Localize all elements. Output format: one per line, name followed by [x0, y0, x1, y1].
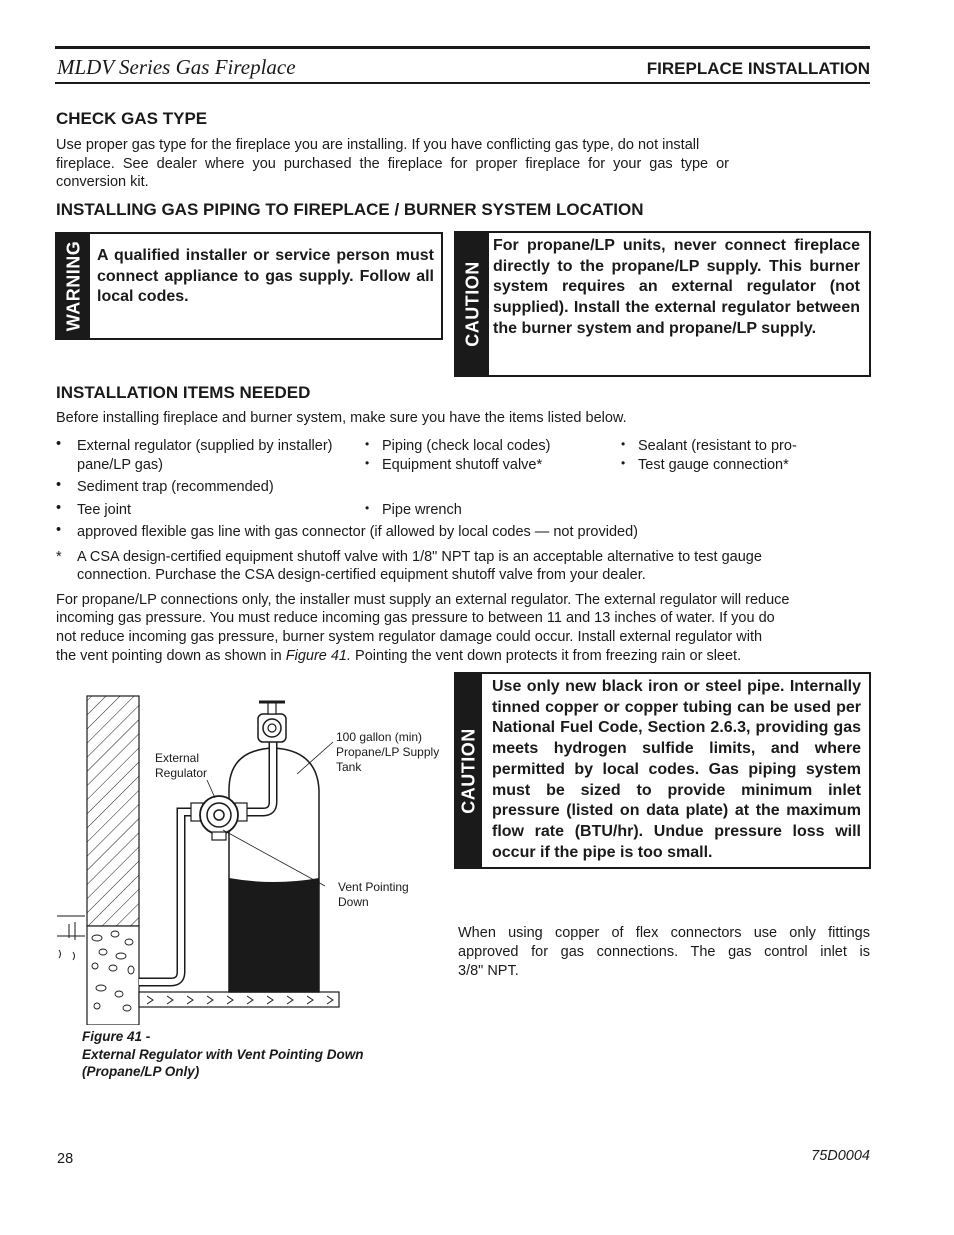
check-gas-heading: CHECK GAS TYPE: [56, 109, 208, 128]
header-top-rule: [55, 46, 870, 49]
label-vent-1: Vent Pointing: [338, 880, 409, 894]
footnote-mark: *: [56, 549, 62, 565]
propane-para-line-4: the vent pointing down as shown in Figure 41. Pointing the vent down protects it from freezing rain or sleet.: [56, 648, 742, 664]
footnote-line-1: A CSA design-certified equipment shutoff valve with 1/8" NPT tap is an acceptable alternative to test gauge: [77, 549, 762, 565]
bullet: •: [56, 436, 62, 452]
caution-tab-2: CAUTION: [456, 674, 482, 867]
item-external-regulator: External regulator (supplied by installer): [77, 438, 333, 454]
propane-para-line-3: not reduce incoming gas pressure, burner system regulator damage could occur. Install external regulator with: [56, 629, 763, 645]
check-gas-line-3: conversion kit.: [56, 174, 149, 190]
bullet: •: [621, 456, 626, 470]
label-regulator-1: External: [155, 751, 200, 765]
footnote-line-2: connection. Purchase the CSA design-certified equipment shutoff valve from your dealer.: [77, 567, 646, 583]
leader-regulator: [207, 780, 215, 798]
section-title: FIREPLACE INSTALLATION: [646, 59, 870, 78]
warning-box: [55, 232, 443, 340]
bullet: •: [56, 500, 62, 516]
wall-hatch: [87, 696, 139, 926]
figure-caption: Figure 41 - External Regulator with Vent Pointing Down (Propane/LP Only): [82, 1029, 364, 1079]
bullet: •: [365, 501, 370, 515]
items-heading: INSTALLATION ITEMS NEEDED: [56, 383, 311, 402]
item-external-regulator-cont: pane/LP gas): [77, 457, 163, 473]
figure-reference[interactable]: Figure 41.: [285, 648, 352, 664]
item-sealant: Sealant (resistant to pro-: [638, 438, 797, 454]
propane-para-line-2: incoming gas pressure. You must reduce incoming gas pressure to between 11 and 13 inches of water. If you do: [56, 610, 775, 626]
item-sediment-trap: Sediment trap (recommended): [77, 479, 274, 495]
caution-text-2: Use only new black iron or steel pipe. Internally tinned copper or copper tubing can be used per National Fuel Code, Section 2.6.3, providing gas meets hydrogen sulfide limits, and where permitted by local codes. Gas piping system must be sized to provide minimum inlet pressure (listed on data plate) at the maximum flow rate (BTU/hr). Undue pressure loss will occur if the pipe is too small.: [492, 678, 861, 861]
bullet: •: [56, 522, 62, 538]
bullet: •: [621, 437, 626, 451]
figure-41-illustration: [55, 690, 450, 1025]
copper-para-line-3: 3/8" NPT.: [458, 963, 519, 979]
tank-liquid: [229, 878, 319, 992]
label-tank-3: Tank: [336, 760, 362, 774]
copper-para-line-2: approved for gas connections. The gas control inlet is: [458, 944, 870, 960]
warning-text: A qualified installer or service person must connect appliance to gas supply. Follow all local codes.: [97, 247, 434, 306]
check-gas-line-1: Use proper gas type for the fireplace you are installing. If you have conflicting gas type, do not install: [56, 137, 700, 153]
caution-text-1: For propane/LP units, never connect fireplace directly to the propane/LP supply. This burner system requires an external regulator (not supplied). Install the external regulator between the burner system and propane/LP supply.: [493, 237, 860, 337]
propane-para-line-1: For propane/LP connections only, the installer must supply an external regulator. The external regulator will reduce: [56, 592, 790, 608]
label-vent-2: Down: [338, 895, 369, 909]
series-title: MLDV Series Gas Fireplace: [57, 55, 296, 79]
label-regulator-2: Regulator: [155, 766, 208, 780]
house-pipe: [139, 812, 197, 982]
caution-box-propane: [454, 231, 871, 377]
warning-tab: WARNING: [57, 234, 90, 338]
bullet: •: [365, 437, 370, 451]
bullet: •: [365, 456, 370, 470]
item-shutoff-valve: Equipment shutoff valve*: [382, 457, 543, 473]
house-pipe-outline: [139, 812, 197, 982]
item-piping: Piping (check local codes): [382, 438, 551, 454]
items-intro: Before installing fireplace and burner system, make sure you have the items listed below.: [56, 410, 627, 426]
bullet: •: [56, 477, 62, 493]
regulator-vent: [212, 832, 226, 840]
caution-box-pipe: [454, 672, 871, 869]
caution-tab-1: CAUTION: [456, 233, 489, 375]
item-test-gauge: Test gauge connection*: [638, 457, 789, 473]
item-pipe-wrench: Pipe wrench: [382, 502, 462, 518]
check-gas-line-2: fireplace. See dealer where you purchased the fireplace for proper fireplace for your gas type or: [56, 156, 729, 172]
doc-code: 75D0004: [811, 1148, 870, 1164]
label-tank-1: 100 gallon (min): [336, 730, 423, 744]
ground-marks: [57, 916, 85, 960]
item-flex-gas-line: approved flexible gas line with gas connector (if allowed by local codes — not provided): [77, 524, 638, 540]
concrete-pad: [139, 992, 339, 1007]
copper-para-line-1: When using copper of flex connectors use only fittings: [458, 925, 870, 941]
piping-heading: INSTALLING GAS PIPING TO FIREPLACE / BURNER SYSTEM LOCATION: [56, 200, 644, 219]
header-bottom-rule: [55, 82, 870, 84]
item-tee-joint: Tee joint: [77, 502, 132, 518]
page-number: 28: [57, 1151, 74, 1167]
label-tank-2: Propane/LP Supply: [336, 745, 440, 759]
